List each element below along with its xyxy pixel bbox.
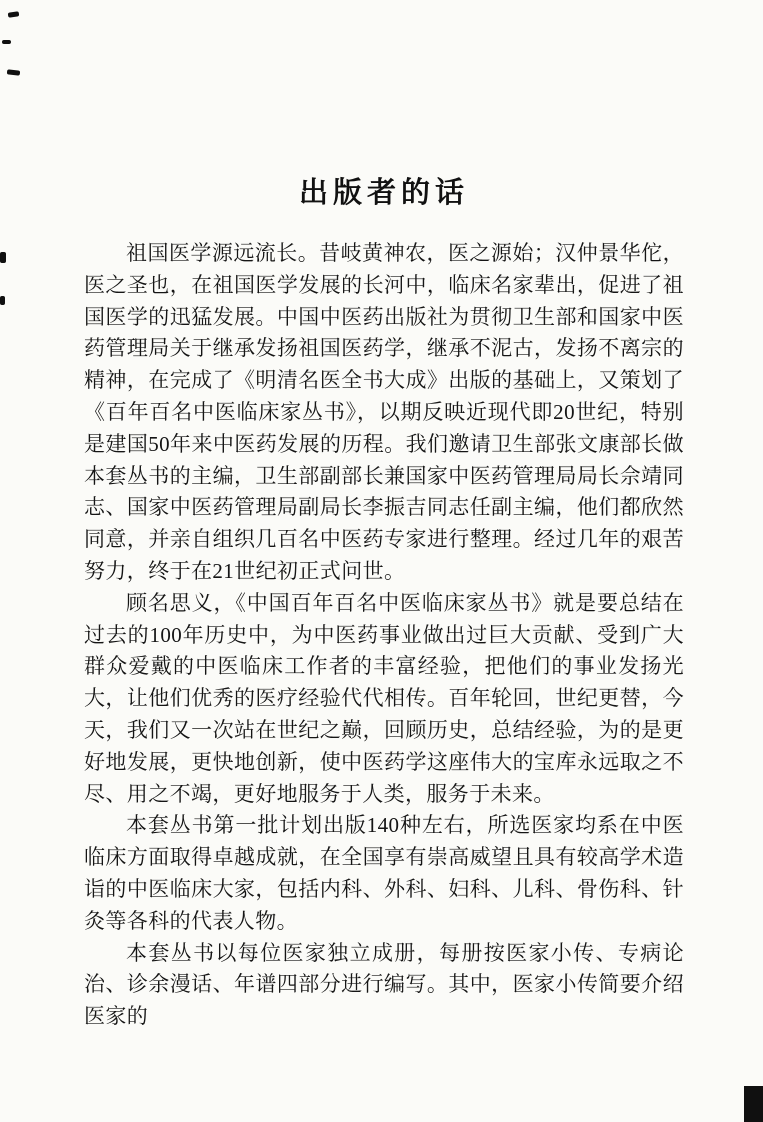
paragraph-3: 本套丛书第一批计划出版140种左右，所选医家均系在中医临床方面取得卓越成就，在全国享有崇高威望且具有较高学术造诣的中医临床大家，包括内科、外科、妇科、儿科、骨伤科、针灸等各科的代表人物。 xyxy=(84,813,684,933)
page-title: 出版者的话 xyxy=(298,177,469,209)
scan-artifact-top-left-3 xyxy=(7,69,20,75)
scan-artifact-left-edge-1 xyxy=(0,252,6,263)
paragraph-2: 顾名思义，《中国百年百名中医临床家丛书》就是要总结在过去的100年历史中，为中医药事业做出过巨大贡献、受到广大群众爱戴的中医临床工作者的丰富经验，把他们的事业发扬光大，让他们优秀的医疗经验代代相传。百年轮回，世纪更替，今天，我们又一次站在世纪之巅，回顾历史，总结经验，为的是更好地发展，更快地创新，使中医药学这座伟大的宝库永远取之不尽、用之不竭，更好地服务于人类，服务于未来。 xyxy=(84,590,684,806)
scan-artifact-bottom-right xyxy=(744,1086,763,1122)
scan-artifact-top-left-2 xyxy=(2,40,11,44)
page-content xyxy=(84,238,684,1033)
scan-artifact-top-left-1 xyxy=(8,11,20,17)
paragraph-4: 本套丛书以每位医家独立成册，每册按医家小传、专病论治、诊余漫话、年谱四部分进行编写。其中，医家小传简要介绍医家的 xyxy=(84,940,684,1029)
paragraph-1: 祖国医学源远流长。昔岐黄神农，医之源始；汉仲景华佗，医之圣也，在祖国医学发展的长河中，临床名家辈出，促进了祖国医学的迅猛发展。中国中医药出版社为贯彻卫生部和国家中医药管理局关于继承发扬祖国医药学，继承不泥古，发扬不离宗的精神，在完成了《明清名医全书大成》出版的基础上，又策划了《百年百名中医临床家丛书》，以期反映近现代即20世纪，特别是建国50年来中医药发展的历程。我们邀请卫生部张文康部长做本套丛书的主编，卫生部副部长兼国家中医药管理局局长佘靖同志、国家中医药管理局副局长李振吉同志任副主编，他们都欣然同意，并亲自组织几百名中医药专家进行整理。经过几年的艰苦努力，终于在21世纪初正式问世。 xyxy=(84,241,684,583)
scan-artifact-left-edge-2 xyxy=(0,296,5,305)
